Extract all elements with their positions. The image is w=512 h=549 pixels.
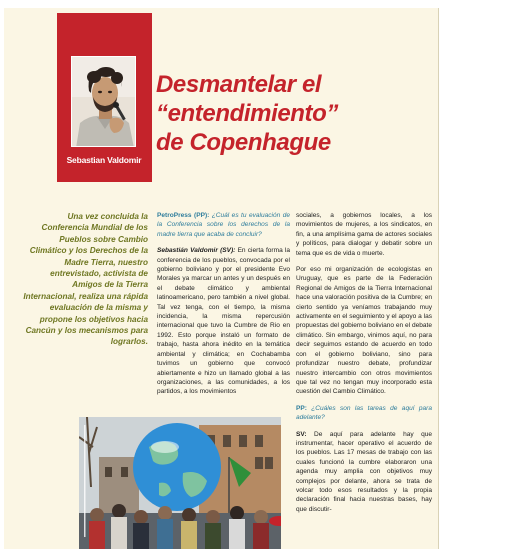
paragraph-2: Por eso mi organización de ecologistas en Uruguay, que es parte de la Federación Regional de Amigos de la Tierra Internacional hace una valoración positiva de la Cumbre; en cierto sentido ya veníamos trabajando muy activamente en el seguimiento y el apoyo a las propuestas del gobierno boliviano en el debate climático. Sin embargo, vinimos aquí, no para decir seguimos estando de acuerdo en todo con el gobierno boliviano, sino para profundizar nuestro debate, profundizar nuestro intercambio con otros movimientos que tal vez no tengan muy incorporado esta cuestión del Cambio Climático. [296,266,432,396]
article-headline [156,70,436,157]
headline-line-3: de Copenhague [156,129,331,156]
paragraph-1: sociales, a gobiernos locales, a los movimientos de mujeres, a los sindicatos, en fin, a una amplísima gama de actores sociales y políticos, para dialogar y debatir sobre un tema que es de vida o muerte. [296,212,432,257]
answer-2-text: De aquí para adelante hay que instrumentar, hacer operativo el acuerdo de los pueblos. Las 17 mesas de trabajo con las cuales funcionó la cumbre elaboraron una agenda muy amplia con objetivos muy complejos por delante, ahora se trata de volcar todo esos resultados y la propia declaración final hacia nuestras bases, hay que discutir- [296,430,432,513]
article-column-1 [157,211,290,404]
answer-1-label: Sebastián Valdomir (SV): [157,247,236,255]
answer-1-text: En cierta forma la conferencia de los pueblos, convocada por el gobierno boliviano y por el presidente Evo Morales ya marcar un antes y un después en el debate climático y ambiental latinoamericano, pero también a nivel global. Tal vez tenga, con el tiempo, la misma incidencia, la misma repercusión internacional que tuvo la Cumbre de Rio en 1992. Esto porque instaló un formato de trabajo, hasta ahora inédito en la temática ambiental y climática; en Cochabamba tuvimos un gobierno que convocó abiertamente e hizo un llamado global a las organizaciones, a las comunidades, a los partidos, a los movimientos [157,247,290,396]
question-2-text: ¿Cuáles son las tareas de aquí para adelante? [296,404,432,422]
question-1-label: PetroPress (PP): [157,212,210,219]
answer-2-label: SV: [296,430,307,438]
answer-1 [157,246,290,397]
author-photo [71,56,136,147]
question-2-label: PP: [296,404,307,412]
answer-2 [296,430,432,515]
question-2 [296,404,432,423]
question-1-text: ¿Cuál es tu evaluación de la Conferencia sobre los derechos de la madre tierra que acaba de concluir? [157,212,290,238]
article-intro: Una vez concluida la Conferencia Mundial de los Pueblos sobre Cambio Climático y los Derechos de la Madre Tierra, nuestro entrevistado, activista de Amigos de la Tierra Internacional, realiza una rápida evaluación de la misma y propone los objetivos hacia Cancún y los mecanismos para lograrlos. [23,212,148,347]
article-column-2 [296,211,432,521]
headline-line-2: “entendimiento” [156,100,339,127]
protest-photo [79,417,281,549]
author-portrait-image [72,57,136,147]
author-name: Sebastian Valdomir [66,155,142,165]
question-1 [157,211,290,239]
page-edge [438,8,439,549]
headline-line-1: Desmantelar el [156,71,322,98]
globe-protest-image [79,417,281,549]
photo-credit-strip [81,425,89,537]
